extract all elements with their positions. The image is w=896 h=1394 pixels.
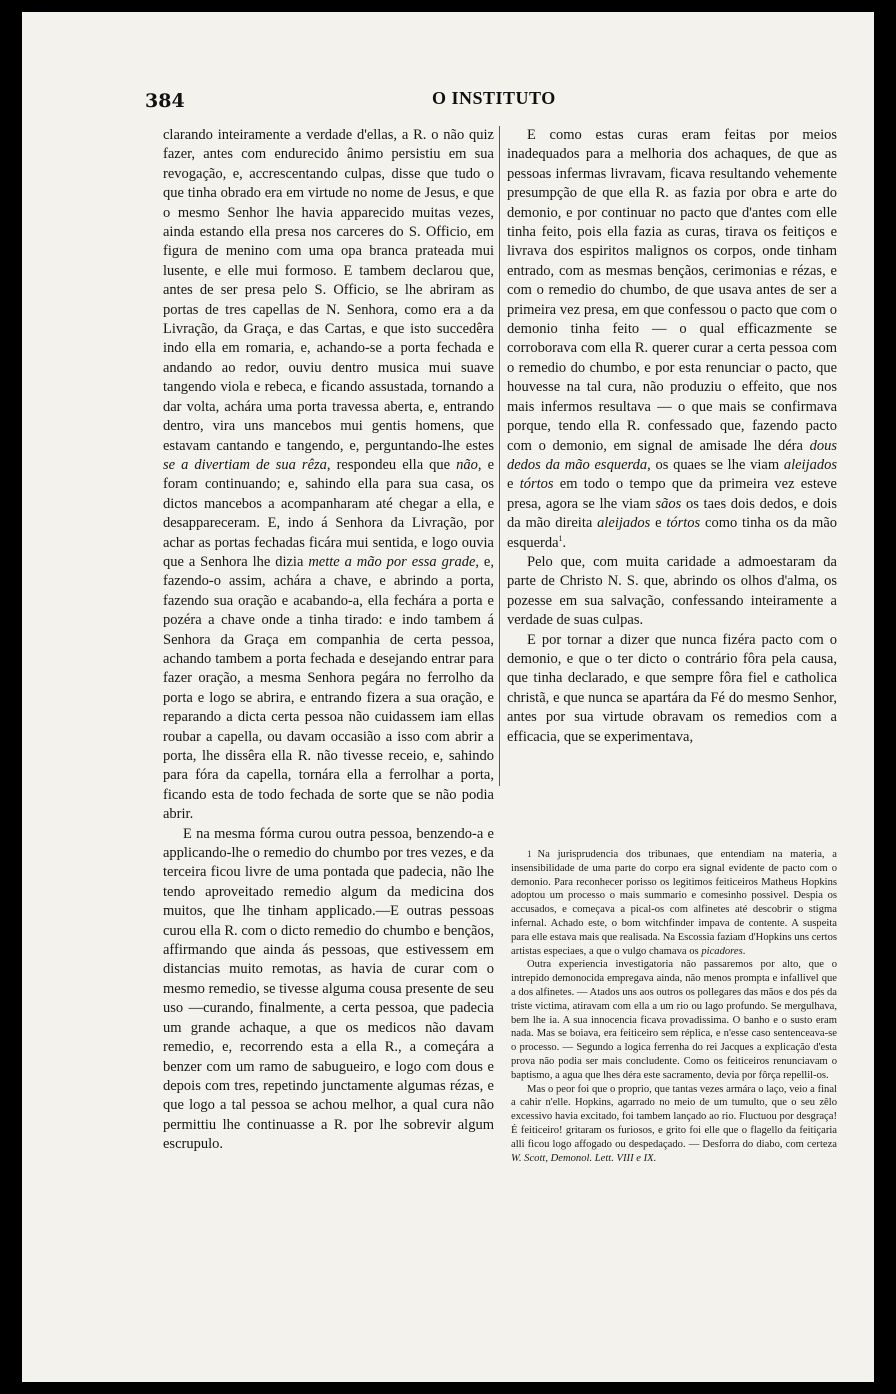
italic-text: se a divertiam de sua rêza <box>163 456 327 473</box>
running-title: O INSTITUTO <box>432 88 556 108</box>
italic-text: tórtos <box>666 515 701 532</box>
text-run: e <box>650 515 667 532</box>
italic-text: picadores <box>701 945 743 957</box>
text-run: . <box>562 534 567 551</box>
text-run: , os quaes se lhe viam <box>647 456 784 473</box>
left-paragraph-1 <box>163 126 494 825</box>
text-run: . <box>742 945 746 957</box>
footnote-1 <box>511 848 837 958</box>
italic-text: aleijados <box>783 456 838 473</box>
footnote-paragraph-2: Outra experiencia investigatoria não passaremos por alto, que o intrepido demonocida empregava ainda, não menos prompta e infallivel que a dos alfinetes. — Atados uns aos outros os pollegares das mãos e dos pés da triste victima, atiravam com ella a um rio ou lago profundo. Se mergulhava, bem lhe ia. A sua innocencia ficava provadissima. O banho e o susto eram nada. Mas se boiava, era feiticeiro sem réplica, e n'esse caso sentenceava-se o processo. — Segundo a logica ferrenha do rei Jacques a explicação d'esta prova não podia ser mais concludente. Como os feiticeiros renunciavam o baptismo, a agua que lhes déra este sacramento, devia por fôrça repellil-os. <box>511 959 837 1081</box>
text-run: clarando inteiramente a verdade d'ellas, a R. o não quiz fazer, antes com endurecido ânimo persistiu em sua revogação, e, accrescentando culpas, disse que tudo o que tinha obrado era em virtude no nome de Jesus, e que o mesmo Senhor lhe havia apparecido muitas vezes, ainda estando ella presa nos carceres do S. Officio, em figura de menino com uma opa branca prateada mui lusente, e elle mui formoso. E tambem declarou que, antes de ser presa pelo S. Officio, se lhe abriram as portas de tres capellas de N. Senhora, como era a da Livração, da Graça, e das Cartas, e que isto succedêra indo ella em romaria, e, achando-se a porta fechada e andando ao redor, ouviu dentro musica mui suave tangendo viola e rebeca, e ficando assustada, tornando a dar volta, achára uma porta travessa aberta, e, entrando dentro, vira uns mancebos mui gentis homens, que estavam cantando e tangendo, e, perguntando-lhe estes <box>163 127 494 454</box>
right-paragraph-3: E por tornar a dizer que nunca fizéra pacto com o demonio, e que o ter dicto o contrário fôra pela causa, que tinha declarado, e que sempre fôra fiel e catholica christã, e que nunca se apartára da Fé do mesmo Senhor, antes por sua virtude obravam os remedios com a efficacia, que se experimentava, <box>507 631 837 745</box>
footnote-marker: 1 <box>527 849 532 859</box>
page-number: 384 <box>145 90 185 112</box>
italic-text: não <box>456 456 478 473</box>
italic-text: sãos <box>655 495 682 512</box>
citation: W. Scott, Demonol. Lett. <box>511 1152 614 1164</box>
text-run: , e, fazendo-o assim, achára a chave, e abrindo a porta, fazendo sua oração e acabando-a, ella fechára a porta e pozéra a chave onde a tinha tirado: e indo tambem á Senhora da Graça em companhia de certa pessoa, achando tambem a porta fechada e desejando entrar para fazer oração, a mesma Senhora pegára no ferrolho da porta e logo se abrira, e entrando fizera a sua oração, e reparando a dicta certa pessoa não cuidassem iam ellas roubar a capella, ou davam occasião a isso com abrir a porta, lhe dissêra ella R. não tivesse receio, e, sahindo para fóra da capella, tornára ella a ferrolhar a porta, ficando esta de todo fechada de sorte que se não podia abrir. <box>163 553 494 823</box>
text-run: E como estas curas eram feitas por meios inadequados para a melhoria dos achaques, de que as pessoas infermas livravam, ficava resultando vehemente presumpção de que ella R. as fazia por obra e arte do demonio, e por continuar no pacto que d'antes com elle tinha feito, pois ella fazia as curas, tirava os feitiços e livrava dos espiritos malignos os corpos, onde tinham entrado, com as mesmas bençãos, cerimonias e rézas, e com o remedio do chumbo, de que usava antes de ser a primeira vez presa, em que confessou o pacto que com o demonio tinha feito — o qual efficazmente se corroborava com ella R. querer curar a certa pessoa com o remedio do chumbo, e por esta renunciar o pacto, que houvesse na tal cura, não produziu o effeito, que nos mais infermos resultava — o que mais se confirmava porque, tendo ella R. confessado que, fazendo pacto com o demonio, em signal de amisade lhe déra <box>507 127 837 454</box>
text-run: como tinha os da mão esquerda <box>507 515 838 551</box>
citation-end: VIII e IX. <box>613 1152 657 1164</box>
left-column <box>163 126 494 1155</box>
italic-text: aleijados <box>597 515 651 532</box>
italic-text: dous dedos da mão esquerda <box>507 437 837 473</box>
text-run: Na jurisprudencia dos tribunaes, que entendiam na materia, a insensibilidade de uma parte do corpo era signal evidente de pacto com o demonio. Para reconhecer porisso os legitimos feiticeiros Matheus Hopkins adoptou um processo o mais summario e comesinho possivel. Despia os accusados, e começava a pical-os com alfinetes até descobrir o stigma infernal. Achado este, o bom witchfinder impava de contente. A suspeita para elle estava mais que realisada. Na Escossia faziam d'Hopkins uns certos artistas especiaes, a que o vulgo chamava os <box>511 849 837 957</box>
text-run: , respondeu ella que <box>326 456 457 473</box>
text-run: os taes dois dedos, e dois da mão direita <box>507 495 837 532</box>
footnotes <box>511 848 837 1165</box>
scanned-page <box>22 12 874 1382</box>
column-divider <box>499 126 500 786</box>
footnote-reference[interactable]: 1 <box>558 533 563 543</box>
italic-text: tórtos <box>519 476 554 493</box>
italic-text: mette a mão por essa grade <box>308 553 476 570</box>
right-paragraph-1 <box>507 126 837 553</box>
text-run: Mas o peor foi que o proprio, que tantas vezes armára o laço, veio a final a cahir n'elle. Hopkins, agarrado no meio de um tumulto, que o seu zêlo excessivo havia excitado, foi tambem lançado ao rio. Fluctuou por desgraça! É feiticeiro! gritaram os furiosos, e grito foi elle que o flagello da feitiçaria alli ficou logo affogado ou despedaçado. — Desforra do diabo, com certeza <box>511 1083 837 1150</box>
text-run: , e foram continuando; e, sahindo ella para sua casa, os dictos mancebos a acompanharam até chegar a ella, e desappareceram. E, indo á Senhora da Livração, por achar as portas fechadas ficára mui sentida, e logo ouvia que a Senhora lhe dizia <box>163 456 495 570</box>
right-paragraph-2: Pelo que, com muita caridade a admoestaram da parte de Christo N. S. que, abrindo os olhos d'alma, os pozesse em sua salvação, confessando inteiramente a verdade de suas culpas. <box>507 553 837 629</box>
text-run: e <box>507 476 520 493</box>
text-run: em todo o tempo que da primeira vez esteve presa, agora se lhe viam <box>507 476 837 512</box>
right-column <box>507 126 837 747</box>
footnote-paragraph-3 <box>511 1083 837 1166</box>
left-paragraph-2: E na mesma fórma curou outra pessoa, benzendo-a e applicando-lhe o remedio do chumbo por tres vezes, e da terceira ficou livre de uma pontada que padecia, não lhe tendo aproveitado remedio algum da medicina dos muitos, que lhe tinham applicado.—E outras pessoas curou ella R. com o dicto remedio do chumbo e bençãos, affirmando que ainda ás pessoas, que estivessem em distancias muito remotas, as havia de curar com o mesmo remedio, se tivesse alguma cousa presente de seu uso —curando, finalmente, a certa pessoa, que padecia um grande achaque, a que os medicos não davam remedio, e, recorrendo esta a ella R., a começára a benzer com um ramo de sabugueiro, e logo com dous e depois com tres, repetindo junctamente algumas rézas, e que logo a tal pessoa se achou melhor, a qual cura não permittiu lhe continuasse a R. por lhe sobrevir algum escrupulo. <box>163 825 494 1153</box>
